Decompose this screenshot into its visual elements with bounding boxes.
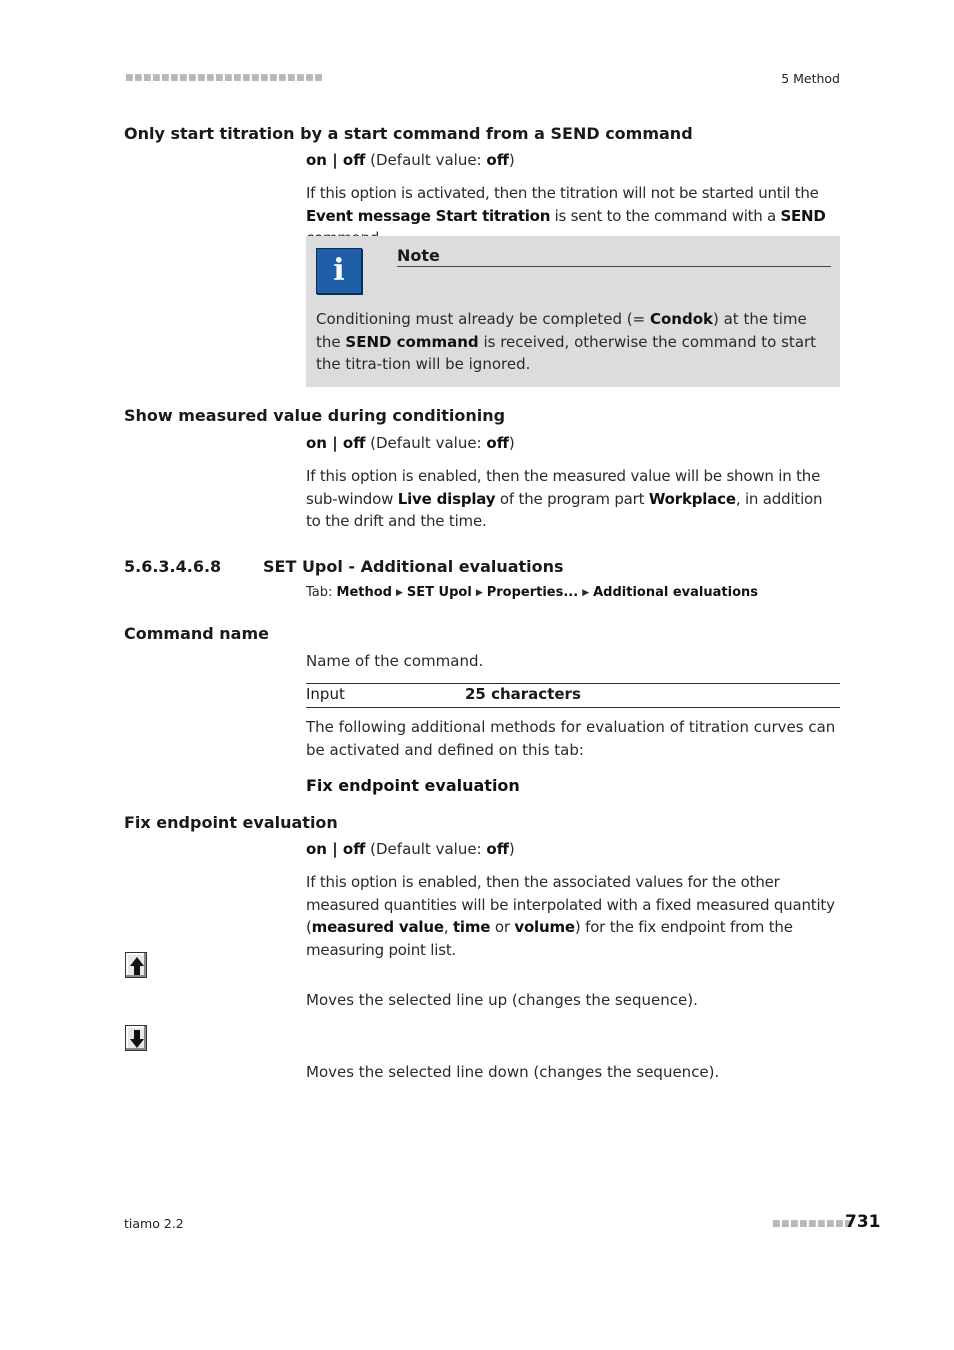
chapter-header: 5 Method <box>781 71 840 86</box>
section-title-fix-endpoint: Fix endpoint evaluation <box>124 813 338 832</box>
move-up-description: Moves the selected line up (changes the sequence). <box>306 991 698 1009</box>
note-text: Conditioning must already be completed (= Condok) at the time the SEND command is received, otherwise the command to start the titra-tion will be ignored. <box>316 310 817 373</box>
section-title-command-name: Command name <box>124 624 269 643</box>
note-title: Note <box>397 246 831 267</box>
subsection-title: SET Upol - Additional evaluations <box>263 557 564 576</box>
arrow-down-icon[interactable] <box>125 1025 147 1051</box>
input-value: 25 characters <box>465 685 581 703</box>
command-name-description: Name of the command. <box>306 652 484 670</box>
page-number: 731 <box>845 1212 881 1232</box>
section-title-show-measured: Show measured value during conditioning <box>124 406 506 425</box>
footer-product: tiamo 2.2 <box>124 1216 184 1231</box>
fix-endpoint-description: If this option is enabled, then the associated values for the other measured quantities will be interpolated with a fixed measured quantity (measured value, time or volume) for the fix endpoint from the measuring point list. <box>306 873 835 959</box>
fix-endpoint-options: on | off (Default value: off) <box>306 840 515 858</box>
footer-decoration: ■■■■■■■■■ <box>772 1219 854 1229</box>
section-title-start-titration: Only start titration by a start command from a SEND command <box>124 124 693 143</box>
start-titration-description: If this option is activated, then the titration will not be started until the Event message Start titration is sent to the command with a SEND <box>306 184 826 225</box>
tab-path: Tab: Method ▶ SET Upol ▶ Properties... ▶ Additional evaluations <box>306 585 758 600</box>
header-decoration: ■■■■■■■■■■■■■■■■■■■■■■ <box>125 73 324 83</box>
fix-endpoint-item: Fix endpoint evaluation <box>306 776 520 795</box>
additional-methods-description: The following additional methods for evaluation of titration curves can be activated and defined on this tab: <box>306 718 836 759</box>
move-down-description: Moves the selected line down (changes the sequence). <box>306 1063 720 1081</box>
input-label: Input <box>306 685 345 703</box>
arrow-up-icon[interactable] <box>125 952 147 978</box>
info-icon: i <box>316 248 362 294</box>
note-box <box>306 236 840 387</box>
start-titration-options: on | off (Default value: off) <box>306 151 515 169</box>
subsection-number: 5.6.3.4.6.8 <box>124 557 222 576</box>
input-spec-row <box>306 683 840 708</box>
show-measured-options: on | off (Default value: off) <box>306 434 515 452</box>
show-measured-description: If this option is enabled, then the measured value will be shown in the sub-window Live display of the program part Workplace, in addition to the drift and the time. <box>306 467 823 530</box>
